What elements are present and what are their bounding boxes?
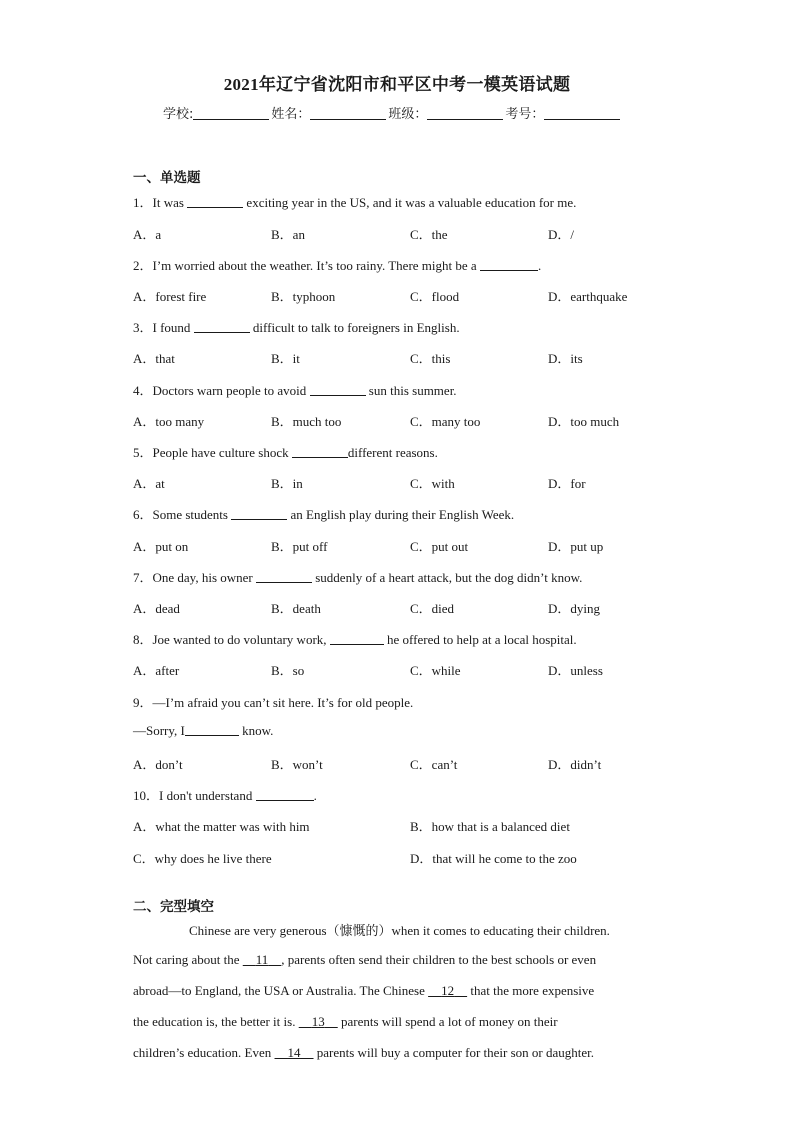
question-text: different reasons. xyxy=(347,445,438,460)
cloze-text: parents will buy a computer for their son or daughter. xyxy=(313,1045,595,1060)
option-b: B．an xyxy=(271,227,305,242)
question-text: 5．People have culture shock xyxy=(133,445,292,460)
question-3 xyxy=(133,317,460,336)
question-text: know. xyxy=(238,723,274,738)
question-text: 1．It was xyxy=(133,195,188,210)
cloze-line xyxy=(133,1045,594,1061)
question-text: 7．One day, his owner xyxy=(133,570,256,585)
option-d: D．put up xyxy=(548,539,604,554)
question-text: 6．Some students xyxy=(133,507,232,522)
option-c: C．put out xyxy=(410,539,469,554)
cloze-blank: 14 xyxy=(287,1045,301,1060)
option-a: A．at xyxy=(133,476,165,491)
option-a: A．don’t xyxy=(133,757,183,772)
cloze-line xyxy=(133,983,594,999)
option-d: D．/ xyxy=(548,227,575,242)
option-c: C．the xyxy=(410,227,448,242)
option-b: B．much too xyxy=(271,414,342,429)
option-d: D．too much xyxy=(548,414,620,429)
number-blank[interactable] xyxy=(544,107,620,120)
cloze-text: the education is, the better it is. xyxy=(133,1014,299,1029)
school-label: 学校: xyxy=(163,107,194,122)
option-d: D．that will he come to the zoo xyxy=(410,851,577,866)
question-text: 4．Doctors warn people to avoid xyxy=(133,383,310,398)
option-d: D．didn’t xyxy=(548,757,602,772)
answer-blank xyxy=(256,789,314,801)
cloze-text: that the more expensive xyxy=(467,983,595,998)
option-b: B．so xyxy=(271,663,305,678)
question-4 xyxy=(133,380,457,399)
option-c: C．while xyxy=(410,663,461,678)
option-c: C．this xyxy=(410,351,451,366)
question-text: suddenly of a heart attack, but the dog didn’t know. xyxy=(312,570,583,585)
question-text: 10．I don't understand xyxy=(133,788,256,803)
option-a: A．a xyxy=(133,227,162,242)
option-d: D．dying xyxy=(548,601,601,616)
number-label: 考号： xyxy=(505,107,545,122)
option-b: B．typhoon xyxy=(271,289,336,304)
option-d: D．its xyxy=(548,351,583,366)
question-text: 2．I’m worried about the weather. It’s too rainy. There might be a xyxy=(133,258,480,273)
answer-blank xyxy=(330,633,384,645)
question-text: he offered to help at a local hospital. xyxy=(383,632,577,647)
option-c: C．with xyxy=(410,476,455,491)
answer-blank xyxy=(231,508,287,520)
question-5 xyxy=(133,442,438,461)
option-a: A．too many xyxy=(133,414,205,429)
option-a: A．what the matter was with him xyxy=(133,819,310,834)
option-b: B．how that is a balanced diet xyxy=(410,819,570,834)
section-heading-cloze: 二、完型填空 xyxy=(133,899,214,915)
answer-blank xyxy=(292,446,348,458)
question-text: 8．Joe wanted to do voluntary work, xyxy=(133,632,330,647)
answer-blank xyxy=(194,321,250,333)
exam-title: 2021年辽宁省沈阳市和平区中考一模英语试题 xyxy=(223,75,571,94)
option-d: D．for xyxy=(548,476,586,491)
question-9-reply xyxy=(133,723,273,739)
question-1 xyxy=(133,192,576,211)
cloze-text: children’s education. Even xyxy=(133,1045,275,1060)
name-label: 姓名： xyxy=(271,107,311,122)
option-b: B．won’t xyxy=(271,757,323,772)
question-10 xyxy=(133,785,317,804)
option-b: B．it xyxy=(271,351,300,366)
option-c: C．flood xyxy=(410,289,460,304)
option-b: B．in xyxy=(271,476,303,491)
student-info-line xyxy=(163,103,622,122)
question-text: difficult to talk to foreigners in English. xyxy=(249,320,460,335)
question-7 xyxy=(133,567,582,586)
option-b: B．death xyxy=(271,601,321,616)
option-a: A．dead xyxy=(133,601,180,616)
question-text: exciting year in the US, and it was a valuable education for me. xyxy=(243,195,577,210)
option-a: A．that xyxy=(133,351,175,366)
question-2 xyxy=(133,255,541,274)
question-9 xyxy=(133,692,413,711)
answer-blank xyxy=(187,196,243,208)
option-c: C．died xyxy=(410,601,455,616)
option-a: A．put on xyxy=(133,539,189,554)
question-text: 9．—I’m afraid you can’t sit here. It’s for old people. xyxy=(133,695,414,710)
answer-blank xyxy=(256,571,312,583)
question-text: 3．I found xyxy=(133,320,194,335)
option-c: C．can’t xyxy=(410,757,458,772)
option-a: A．after xyxy=(133,663,180,678)
cloze-text: abroad—to England, the USA or Australia. The Chinese xyxy=(133,983,429,998)
cloze-blank: 13 xyxy=(311,1014,325,1029)
cloze-text: Not caring about the xyxy=(133,952,243,967)
cloze-line xyxy=(133,1014,558,1030)
answer-blank xyxy=(480,259,538,271)
question-6 xyxy=(133,504,514,523)
class-label: 班级： xyxy=(388,107,428,122)
answer-blank xyxy=(185,724,239,736)
option-c: C．many too xyxy=(410,414,481,429)
question-text: an English play during their English Week. xyxy=(287,507,515,522)
cloze-text: , parents often send their children to the best schools or even xyxy=(281,952,597,967)
option-d: D．earthquake xyxy=(548,289,628,304)
question-text: . xyxy=(537,258,542,273)
cloze-blank: 12 xyxy=(441,983,455,998)
section-heading-single-choice: 一、单选题 xyxy=(133,170,201,186)
question-text: . xyxy=(313,788,317,803)
cloze-line xyxy=(133,952,596,968)
cloze-text: parents will spend a lot of money on their xyxy=(337,1014,558,1029)
school-blank[interactable] xyxy=(193,107,269,120)
option-d: D．unless xyxy=(548,663,603,678)
question-text: sun this summer. xyxy=(365,383,457,398)
option-b: B．put off xyxy=(271,539,328,554)
option-c: C．why does he live there xyxy=(133,851,272,866)
name-blank[interactable] xyxy=(310,107,386,120)
option-a: A．forest fire xyxy=(133,289,207,304)
cloze-line xyxy=(189,920,610,939)
cloze-text: Chinese are very generous（慷慨的）when it comes to educating their children. xyxy=(189,923,610,938)
cloze-blank: 11 xyxy=(255,952,269,967)
question-8 xyxy=(133,629,577,648)
class-blank[interactable] xyxy=(427,107,503,120)
question-text: —Sorry, I xyxy=(133,723,185,738)
answer-blank xyxy=(310,384,366,396)
